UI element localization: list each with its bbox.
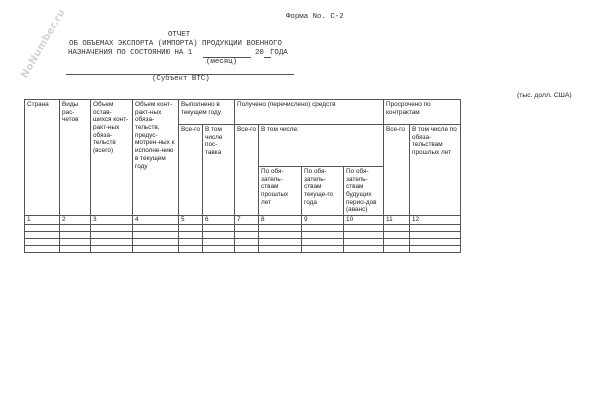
form-number: Форма No. С-2	[286, 13, 344, 21]
month-hint: (месяц)	[206, 58, 238, 66]
units-label: (тыс. долл. США)	[517, 92, 572, 99]
header-fulfilled: Выполнено в текущем году	[179, 100, 235, 125]
table-cell[interactable]	[344, 232, 384, 239]
table-cell[interactable]	[235, 246, 259, 253]
table-cell[interactable]	[91, 246, 133, 253]
table-cell[interactable]	[203, 232, 235, 239]
header-current-year: По обя-затель-ствам текуще-го года	[302, 166, 344, 215]
header-fulfilled-delivery: В том числе пос-тавка	[203, 125, 235, 216]
column-number: 1	[25, 216, 60, 225]
header-settlement-types: Виды рас-четов	[60, 100, 91, 216]
table-cell[interactable]	[235, 225, 259, 232]
report-title: ОТЧЕТ	[168, 31, 191, 39]
header-overdue: Просрочено по контрактам	[384, 100, 461, 125]
report-date-prefix: НАЗНАЧЕНИЯ ПО СОСТОЯНИЮ НА 1	[68, 49, 193, 57]
table-cell[interactable]	[302, 232, 344, 239]
header-planned-obligations: Объем конт-ракт-ных обяза-тельств, предус-мотрен-ных к исполне-нию в текущем году	[133, 100, 179, 216]
table-cell[interactable]	[344, 246, 384, 253]
table-cell[interactable]	[259, 246, 302, 253]
report-date-century: 20	[255, 49, 264, 57]
table-cell[interactable]	[235, 232, 259, 239]
table-cell[interactable]	[60, 239, 91, 246]
table-cell[interactable]	[179, 246, 203, 253]
table-cell[interactable]	[133, 246, 179, 253]
column-number: 10	[344, 216, 384, 225]
table-cell[interactable]	[25, 232, 60, 239]
table-cell[interactable]	[259, 239, 302, 246]
table-cell[interactable]	[344, 225, 384, 232]
table-cell[interactable]	[384, 239, 410, 246]
column-number: 6	[203, 216, 235, 225]
header-received: Получено (перечислено) средств	[235, 100, 384, 125]
report-subtitle: ОБ ОБЪЕМАХ ЭКСПОРТА (ИМПОРТА) ПРОДУКЦИИ ВОЕННОГО	[69, 40, 282, 48]
column-number: 3	[91, 216, 133, 225]
header-received-total: Все-го	[235, 125, 259, 216]
table-cell[interactable]	[259, 232, 302, 239]
watermark: NoNumber.ru	[19, 7, 68, 81]
table-cell[interactable]	[384, 225, 410, 232]
column-number: 7	[235, 216, 259, 225]
table-cell[interactable]	[203, 239, 235, 246]
table-cell[interactable]	[133, 225, 179, 232]
table-row	[25, 246, 461, 253]
table-cell[interactable]	[302, 239, 344, 246]
table-cell[interactable]	[91, 239, 133, 246]
data-rows	[25, 225, 461, 253]
table-row	[25, 225, 461, 232]
table-cell[interactable]	[410, 246, 461, 253]
table-cell[interactable]	[133, 239, 179, 246]
column-number: 11	[384, 216, 410, 225]
table-cell[interactable]	[60, 225, 91, 232]
header-past-years: По обя-затель-ствам прошлых лет	[259, 166, 302, 215]
table-cell[interactable]	[60, 232, 91, 239]
subject-hint: (Субъект ВТС)	[152, 75, 210, 83]
table-row	[25, 239, 461, 246]
table-cell[interactable]	[25, 225, 60, 232]
table-cell[interactable]	[344, 239, 384, 246]
table-cell[interactable]	[91, 225, 133, 232]
header-overdue-past-years: В том числе по обяза-тельствам прошлых лет	[410, 125, 461, 216]
column-number: 5	[179, 216, 203, 225]
table-cell[interactable]	[384, 246, 410, 253]
table-row	[25, 232, 461, 239]
table-cell[interactable]	[302, 246, 344, 253]
header-country: Страна	[25, 100, 60, 216]
header-remaining-obligations: Объем остав-шихся конт-ракт-ных обяза-тельств (всего)	[91, 100, 133, 216]
column-number: 2	[60, 216, 91, 225]
table-cell[interactable]	[410, 239, 461, 246]
column-number: 8	[259, 216, 302, 225]
table-cell[interactable]	[203, 225, 235, 232]
column-number-row	[25, 216, 461, 225]
header-overdue-total: Все-го	[384, 125, 410, 216]
table-cell[interactable]	[25, 239, 60, 246]
table-cell[interactable]	[410, 225, 461, 232]
header-fulfilled-total: Все-го	[179, 125, 203, 216]
year-blank-line	[264, 57, 271, 58]
header-including: В том числе:	[259, 125, 384, 167]
report-date-suffix: ГОДА	[270, 49, 288, 57]
table-cell[interactable]	[179, 232, 203, 239]
table-cell[interactable]	[25, 246, 60, 253]
column-number: 12	[410, 216, 461, 225]
table-cell[interactable]	[410, 232, 461, 239]
table-cell[interactable]	[133, 232, 179, 239]
table-cell[interactable]	[179, 225, 203, 232]
table-cell[interactable]	[179, 239, 203, 246]
table-cell[interactable]	[235, 239, 259, 246]
column-number: 4	[133, 216, 179, 225]
table-cell[interactable]	[259, 225, 302, 232]
column-number: 9	[302, 216, 344, 225]
header-future-periods: По обя-затель-ствам будущих перио-дов (аванс)	[344, 166, 384, 215]
report-table	[24, 99, 461, 253]
table-cell[interactable]	[60, 246, 91, 253]
table-cell[interactable]	[384, 232, 410, 239]
table-cell[interactable]	[302, 225, 344, 232]
table-cell[interactable]	[203, 246, 235, 253]
table-cell[interactable]	[91, 232, 133, 239]
